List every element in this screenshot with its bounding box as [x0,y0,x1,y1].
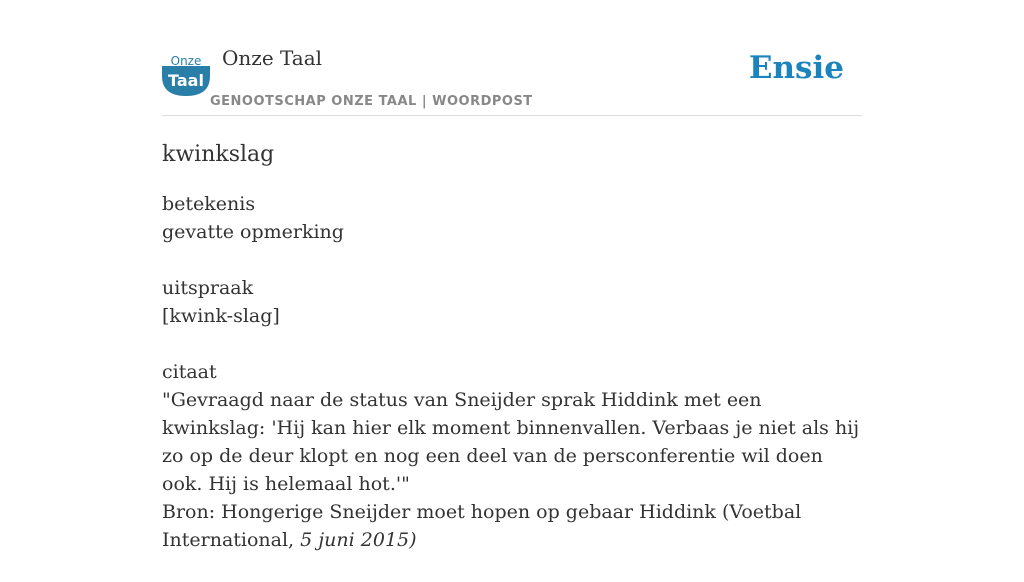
header [162,40,862,116]
entry-body [162,190,862,554]
org-subtitle: GENOOTSCHAP ONZE TAAL | WOORDPOST [210,94,533,109]
quote-block [162,358,862,554]
ensie-brand[interactable]: Ensie [748,50,844,86]
svg-text:Onze: Onze [170,54,202,68]
entry-word: kwinkslag [162,142,275,167]
quote-source-text: Bron: Hongerige Sneijder moet hopen op gebaar Hiddink (Voetbal International, [162,501,802,551]
meaning-text: gevatte opmerking [162,221,344,243]
quote-label: citaat [162,361,217,383]
svg-text:Taal: Taal [168,71,204,90]
pronunciation-text: [kwink-slag] [162,305,280,327]
entry-card [162,40,862,582]
quote-source-date: 5 juni 2015) [300,529,417,551]
quote-text: "Gevraagd naar de status van Sneijder sprak Hiddink met een kwinkslag: 'Hij kan hier elk moment binnenvallen. Verbaas je niet als hij zo op de deur klopt en nog een deel van de persconferentie wil doen ook. Hij is helemaal hot.'" [162,389,860,495]
org-name[interactable]: Onze Taal [222,46,323,70]
meaning-label: betekenis [162,193,256,215]
quote-source [162,498,862,554]
pronunciation-label: uitspraak [162,277,254,299]
pronunciation-block [162,274,862,330]
onze-taal-logo-icon [162,52,210,96]
onze-taal-logo[interactable] [162,52,210,96]
meaning-block [162,190,862,246]
